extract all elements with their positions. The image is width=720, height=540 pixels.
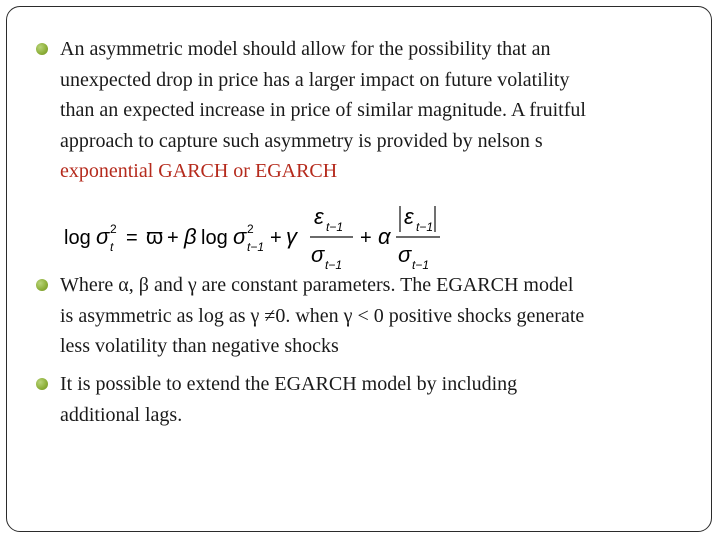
- formula-sigma-sub-3: t−1: [325, 258, 343, 272]
- bullet-2: [36, 270, 696, 362]
- formula-log-2: log: [201, 227, 228, 249]
- bullet-3-line-2: additional lags.: [60, 403, 183, 426]
- bullet-dot-icon: [36, 279, 48, 291]
- bullet-1-line-3: than an expected increase in price of similar magnitude. A fruitful: [60, 99, 586, 121]
- bullet-2-line-1: Where α, β and γ are constant parameters. The EGARCH model: [60, 274, 574, 296]
- formula-sigma-4: σ: [398, 242, 412, 267]
- formula-epsilon-1: ε: [314, 204, 324, 229]
- formula-sub-2: t−1: [247, 240, 265, 254]
- bullet-1-line-1: An asymmetric model should allow for the possibility that an: [60, 38, 551, 60]
- bullet-dot-icon: [36, 43, 48, 55]
- formula-plus-3: +: [360, 227, 372, 249]
- formula-sup-1: 2: [110, 222, 117, 236]
- formula-sub-1: t: [110, 240, 114, 254]
- bullet-dot-icon: [36, 378, 48, 390]
- formula-beta: β: [184, 224, 197, 249]
- formula-sup-2: 2: [247, 222, 254, 236]
- formula-log-1: log: [64, 227, 91, 249]
- formula-sigma-sub-4: t−1: [412, 258, 430, 272]
- bullet-2-line-3: less volatility than negative shocks: [60, 335, 339, 357]
- formula-epsilon-sub-1: t−1: [326, 220, 344, 234]
- formula-sigma-3: σ: [311, 242, 325, 267]
- formula-omega: ϖ: [146, 224, 164, 249]
- bullet-1: [36, 34, 686, 187]
- formula-equals: =: [126, 227, 138, 249]
- bullet-1-line-2: unexpected drop in price has a larger impact on future volatility: [60, 68, 570, 91]
- formula-plus-1: +: [167, 227, 179, 249]
- formula-epsilon-2: ε: [404, 204, 414, 229]
- bullet-1-highlight-line: exponential GARCH or EGARCH: [60, 160, 338, 182]
- egarch-formula: [60, 200, 440, 272]
- bullet-3-line-1: It is possible to extend the EGARCH model by including: [60, 373, 518, 395]
- bullet-3: [36, 369, 696, 430]
- formula-epsilon-sub-2: t−1: [416, 220, 434, 234]
- bullet-1-line-4: approach to capture such asymmetry is provided by nelson s: [60, 129, 543, 152]
- bullet-2-line-2: is asymmetric as log as γ ≠0. when γ < 0 positive shocks generate: [60, 304, 585, 327]
- formula-sigma-2: σ: [233, 224, 247, 249]
- formula-alpha: α: [378, 224, 391, 249]
- formula-gamma: γ: [286, 224, 297, 249]
- formula-plus-2: +: [270, 227, 282, 249]
- formula-sigma-1: σ: [96, 224, 110, 249]
